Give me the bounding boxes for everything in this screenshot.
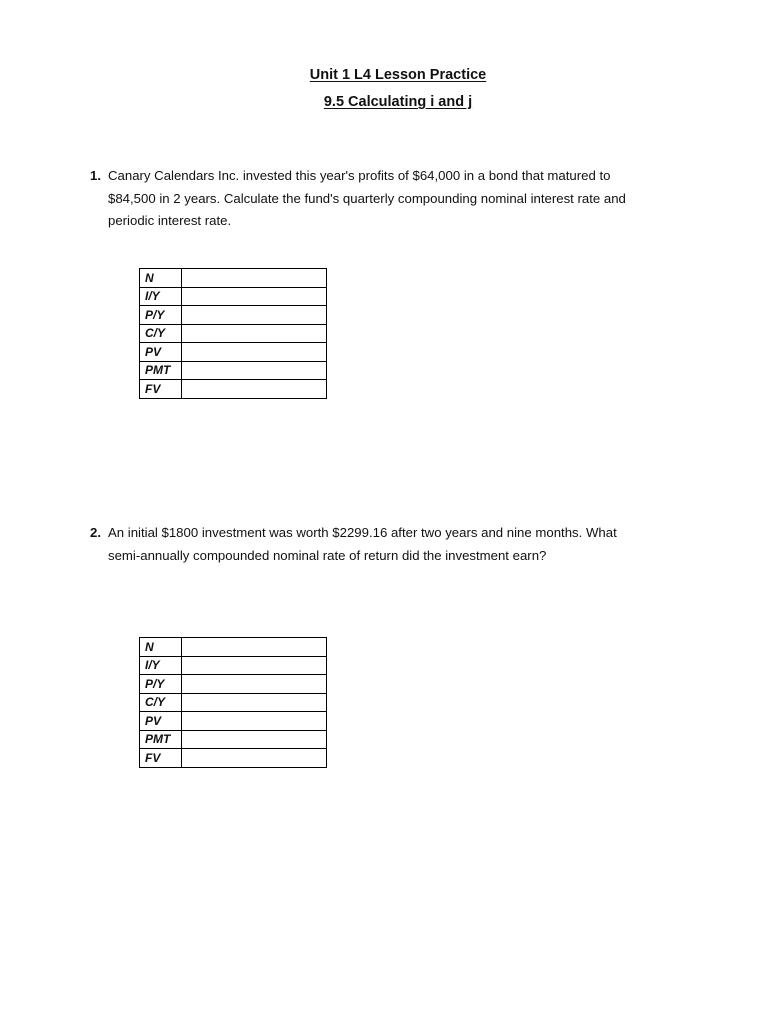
tvm-value-cell[interactable] [182, 656, 327, 675]
tvm-label: PV [140, 712, 182, 731]
tvm-label: P/Y [140, 306, 182, 325]
table-row [140, 675, 327, 694]
question-2-line-2: semi-annually compounded nominal rate of return did the investment earn? [108, 547, 547, 563]
tvm-value-cell[interactable] [182, 269, 327, 288]
tvm-label: C/Y [140, 324, 182, 343]
question-1-number: 1. [90, 168, 101, 183]
table-row [140, 693, 327, 712]
table-row [140, 712, 327, 731]
table-row [140, 638, 327, 657]
tvm-label: C/Y [140, 693, 182, 712]
table-row [140, 287, 327, 306]
question-2-number: 2. [90, 525, 101, 540]
tvm-label: FV [140, 749, 182, 768]
question-2-line-1 [90, 522, 680, 545]
tvm-label: I/Y [140, 656, 182, 675]
tvm-value-cell[interactable] [182, 693, 327, 712]
table-row [140, 749, 327, 768]
page-title: Unit 1 L4 Lesson Practice [309, 67, 487, 83]
tvm-label: FV [140, 380, 182, 399]
tvm-value-cell[interactable] [182, 675, 327, 694]
tvm-value-cell[interactable] [182, 730, 327, 749]
tvm-value-cell[interactable] [182, 343, 327, 362]
question-1 [90, 165, 680, 233]
table-row [140, 269, 327, 288]
tvm-table-2 [139, 637, 327, 768]
tvm-table-1 [139, 268, 327, 399]
tvm-label: I/Y [140, 287, 182, 306]
table-row [140, 656, 327, 675]
question-1-line-3: periodic interest rate. [108, 213, 232, 228]
tvm-value-cell[interactable] [182, 638, 327, 657]
table-row [140, 730, 327, 749]
tvm-label: P/Y [140, 675, 182, 694]
tvm-label: N [140, 638, 182, 657]
question-1-text-1: Canary Calendars Inc. invested this year's profits of $64,000 in a bond that matured to [108, 168, 611, 183]
tvm-label: N [140, 269, 182, 288]
tvm-value-cell[interactable] [182, 306, 327, 325]
table-row [140, 306, 327, 325]
tvm-value-cell[interactable] [182, 287, 327, 306]
question-2-text-1: An initial $1800 investment was worth $2299.16 after two years and nine months. What [108, 525, 617, 540]
tvm-label: PMT [140, 361, 182, 380]
question-1-line-2: $84,500 in 2 years. Calculate the fund's quarterly compounding nominal interest rate and [108, 190, 626, 206]
question-2 [90, 522, 680, 567]
tvm-value-cell[interactable] [182, 749, 327, 768]
tvm-value-cell[interactable] [182, 712, 327, 731]
table-row [140, 324, 327, 343]
tvm-value-cell[interactable] [182, 380, 327, 399]
tvm-label: PV [140, 343, 182, 362]
table-row [140, 361, 327, 380]
tvm-label: PMT [140, 730, 182, 749]
tvm-value-cell[interactable] [182, 324, 327, 343]
question-1-line-1 [90, 165, 680, 188]
table-row [140, 380, 327, 399]
section-subtitle: 9.5 Calculating i and j [323, 94, 473, 110]
table-row [140, 343, 327, 362]
tvm-value-cell[interactable] [182, 361, 327, 380]
